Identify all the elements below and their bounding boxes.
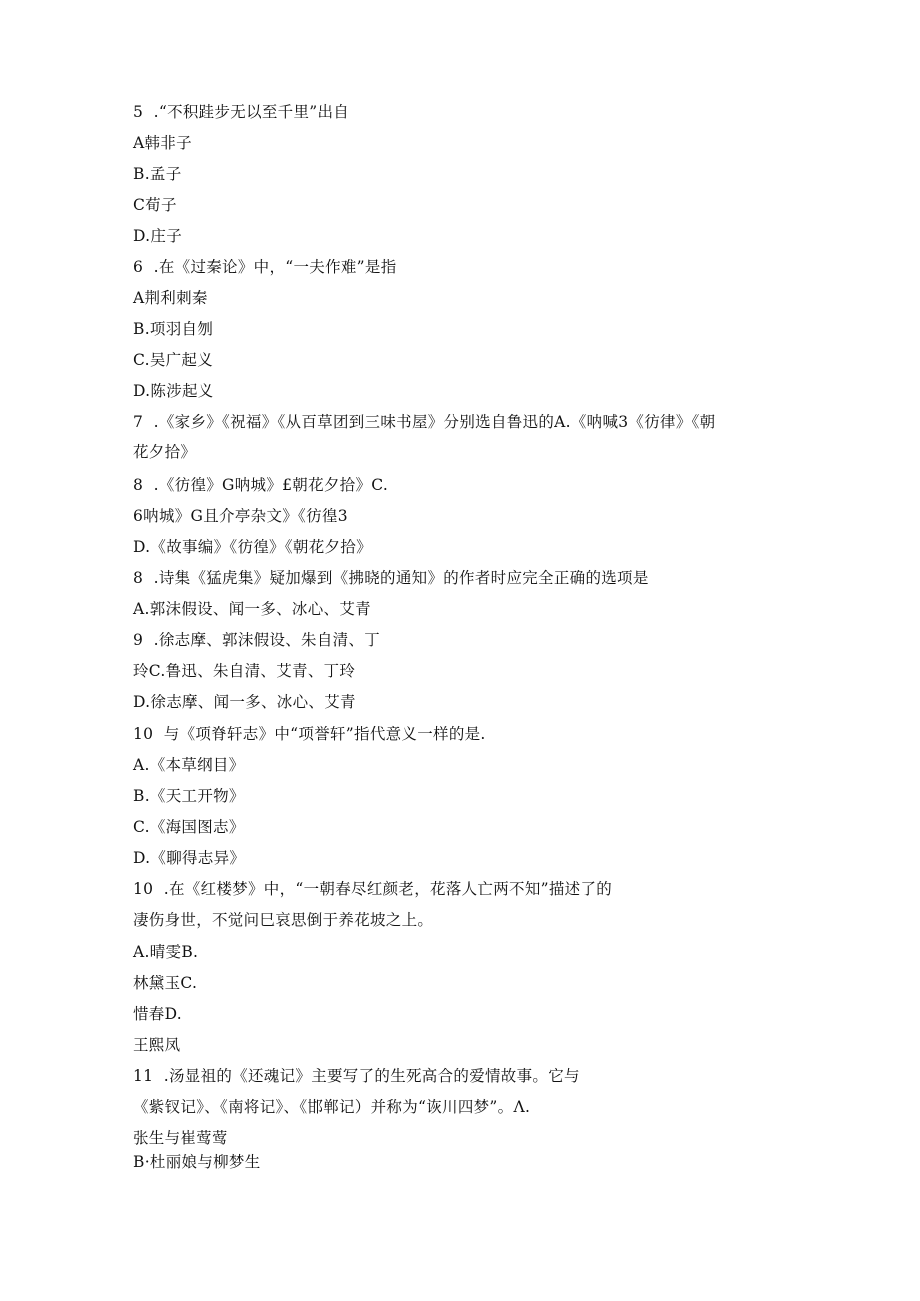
q5-option-d: D.庄子 bbox=[133, 227, 183, 245]
q5-option-c: C荀子 bbox=[133, 196, 177, 214]
q10b-option-b: 林黛玉C. bbox=[133, 974, 198, 992]
q9-option-c: 玲C.鲁迅、朱自清、艾青、丁玲 bbox=[133, 662, 356, 680]
q8b-option-a: A.郭沫假设、闻一多、冰心、艾青 bbox=[133, 600, 371, 618]
q8a-option-c: 6呐城》G且介亭杂文》《彷徨3 bbox=[133, 507, 348, 525]
q10a-option-c: C.《海国图志》 bbox=[133, 818, 245, 836]
question-8b: 8 .诗集《猛虎集》疑加爆到《拂晓的通知》的作者时应完全正确的选项是 bbox=[133, 569, 649, 587]
q8a-option-d: D.《故事编》《彷徨》《朝花夕拾》 bbox=[133, 538, 372, 556]
q6-option-b: B.项羽自刎 bbox=[133, 320, 214, 338]
q10b-option-d: 王熙凤 bbox=[133, 1036, 181, 1054]
q6-option-a: A荆利刺秦 bbox=[133, 289, 208, 307]
q10a-option-d: D.《聊得志异》 bbox=[133, 849, 246, 867]
question-11: 11 .汤显祖的《还魂记》主要写了的生死高合的爱情故事。它与 bbox=[133, 1067, 580, 1085]
q11-option-b: B·杜丽娘与柳梦生 bbox=[133, 1153, 261, 1171]
question-7: 7 .《家乡》《祝福》《从百草团到三味书屋》分别选自鲁迅的A.《呐喊3《彷律》《朝 bbox=[133, 413, 716, 431]
q11-option-a: 张生与崔莺莺 bbox=[133, 1129, 228, 1147]
q10a-option-b: B.《天工开物》 bbox=[133, 787, 245, 805]
question-8a: 8 .《彷徨》G呐城》£朝花夕拾》C. bbox=[133, 476, 389, 494]
q5-option-a: A韩非子 bbox=[133, 134, 192, 152]
question-10b: 10 .在《红楼梦》中，“一朝春尽红颜老，花落人亡两不知”描述了的 bbox=[133, 880, 613, 898]
question-10b-cont: 凄伤身世，不觉问巳哀思倒于养花坡之上。 bbox=[133, 911, 434, 929]
question-6: 6 .在《过秦论》中，“一夫作难”是指 bbox=[133, 258, 397, 276]
q10a-option-a: A.《本草纲目》 bbox=[133, 756, 245, 774]
question-11-cont: 《紫钗记》、《南将记》、《邯郸记）并称为“诙川四梦”。Λ. bbox=[133, 1098, 531, 1116]
q6-option-d: D.陈涉起义 bbox=[133, 382, 214, 400]
q10b-option-c: 惜春D. bbox=[133, 1005, 183, 1023]
q5-option-b: B.孟子 bbox=[133, 165, 182, 183]
q10b-option-a: A.晴雯B. bbox=[133, 943, 199, 961]
question-5: 5 .“不积跬步无以至千里”出自 bbox=[133, 103, 350, 121]
q9-option-d: D.徐志摩、闻一多、冰心、艾青 bbox=[133, 693, 356, 711]
q6-option-c: C.吴广起义 bbox=[133, 351, 214, 369]
question-9: 9 .徐志摩、郭沫假设、朱自清、丁 bbox=[133, 631, 381, 649]
question-10a: 10 与《项脊轩志》中“项誉轩”指代意义一样的是. bbox=[133, 725, 486, 743]
question-7-cont: 花夕拾》 bbox=[133, 443, 197, 461]
